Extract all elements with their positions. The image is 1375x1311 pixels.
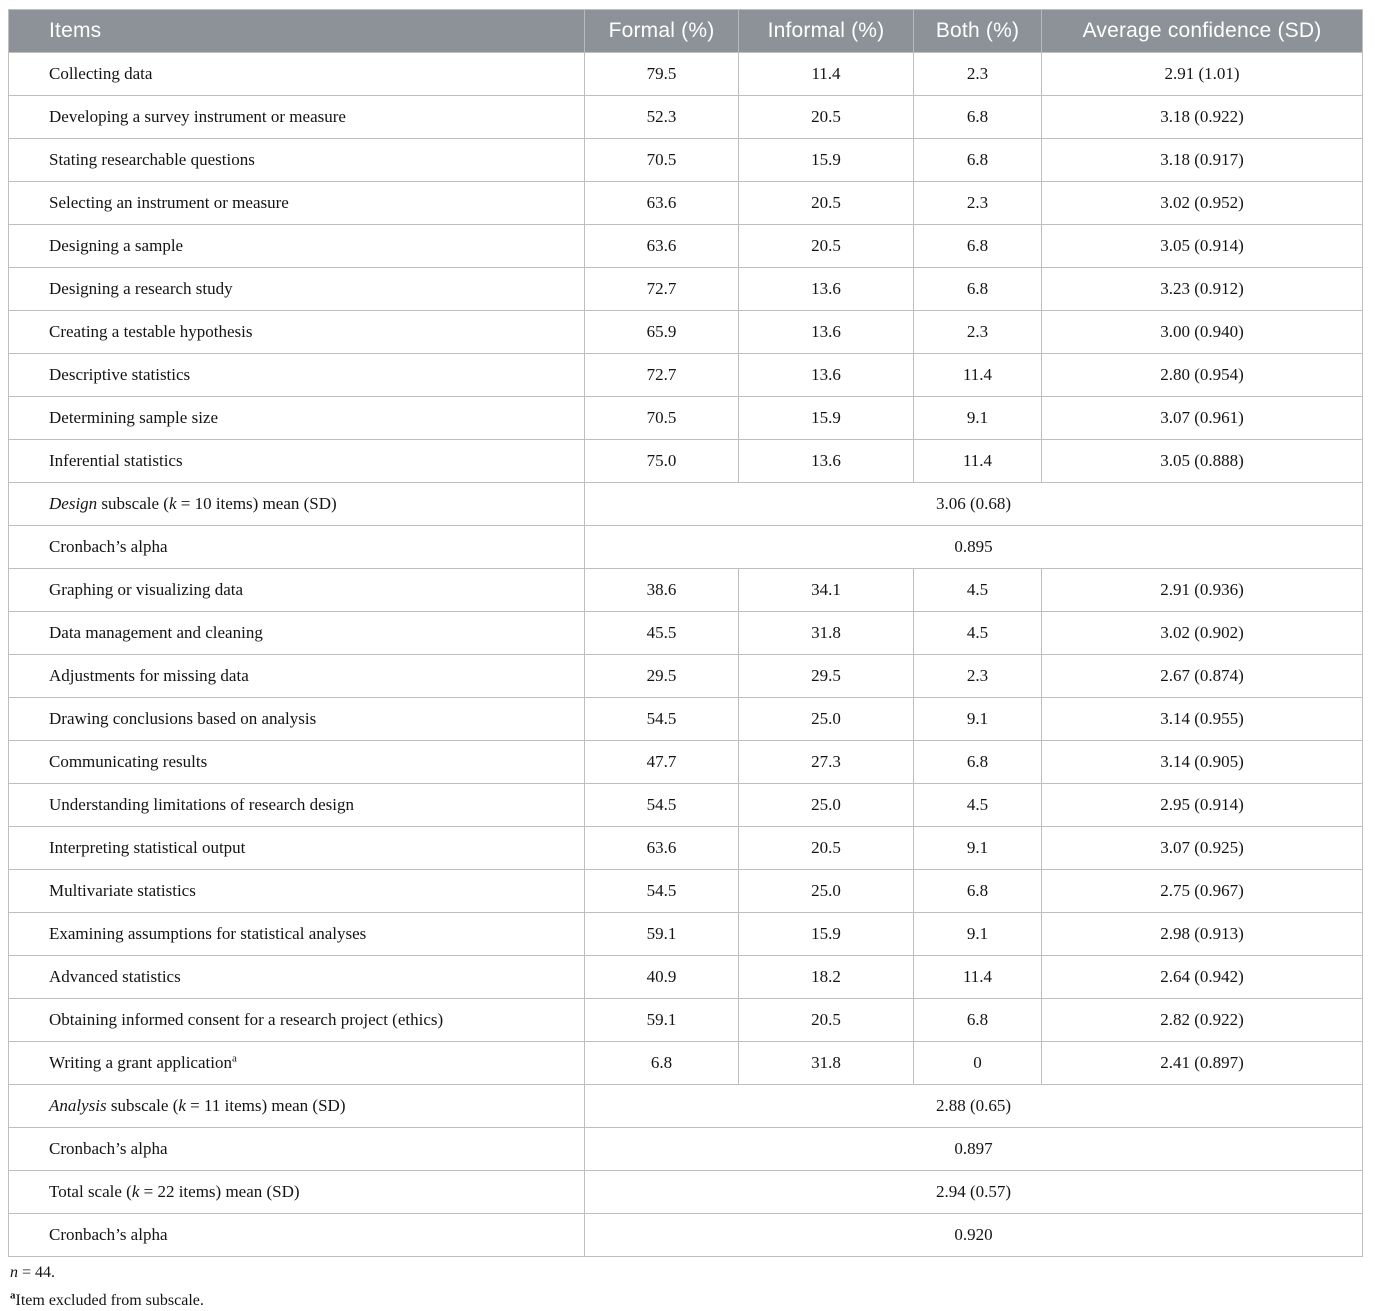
both-cell: 0 (914, 1042, 1042, 1085)
informal-cell: 15.9 (739, 913, 914, 956)
formal-cell: 54.5 (585, 870, 739, 913)
item-cell: Data management and cleaning (9, 612, 585, 655)
table-row (9, 1085, 1363, 1128)
item-cell: Understanding limitations of research design (9, 784, 585, 827)
both-cell: 11.4 (914, 440, 1042, 483)
table-row (9, 53, 1363, 96)
informal-cell: 34.1 (739, 569, 914, 612)
informal-cell: 13.6 (739, 268, 914, 311)
informal-cell: 13.6 (739, 311, 914, 354)
column-header-informal: Informal (%) (739, 10, 914, 53)
item-cell: Creating a testable hypothesis (9, 311, 585, 354)
item-cell: Stating researchable questions (9, 139, 585, 182)
item-cell: Inferential statistics (9, 440, 585, 483)
item-cell: Collecting data (9, 53, 585, 96)
item-cell: Design subscale (k = 10 items) mean (SD) (9, 483, 585, 526)
item-cell: Designing a research study (9, 268, 585, 311)
table-row (9, 1214, 1363, 1257)
table-row (9, 397, 1363, 440)
informal-cell: 11.4 (739, 53, 914, 96)
both-cell: 11.4 (914, 956, 1042, 999)
formal-cell: 38.6 (585, 569, 739, 612)
item-cell: Cronbach’s alpha (9, 1214, 585, 1257)
merged-value-cell: 2.88 (0.65) (585, 1085, 1363, 1128)
confidence-cell: 3.02 (0.902) (1042, 612, 1363, 655)
formal-cell: 72.7 (585, 354, 739, 397)
item-cell: Writing a grant application$^a$ (9, 1042, 585, 1085)
confidence-cell: 2.67 (0.874) (1042, 655, 1363, 698)
header-row (9, 10, 1363, 53)
both-cell: 4.5 (914, 612, 1042, 655)
table-row (9, 784, 1363, 827)
confidence-cell: 2.64 (0.942) (1042, 956, 1363, 999)
confidence-cell: 2.91 (0.936) (1042, 569, 1363, 612)
formal-cell: 72.7 (585, 268, 739, 311)
item-cell: Descriptive statistics (9, 354, 585, 397)
confidence-cell: 3.00 (0.940) (1042, 311, 1363, 354)
item-cell: Adjustments for missing data (9, 655, 585, 698)
informal-cell: 20.5 (739, 225, 914, 268)
footnotes (8, 1262, 1375, 1311)
both-cell: 4.5 (914, 569, 1042, 612)
formal-cell: 29.5 (585, 655, 739, 698)
table-row (9, 139, 1363, 182)
table-row (9, 526, 1363, 569)
confidence-cell: 3.23 (0.912) (1042, 268, 1363, 311)
table-row (9, 999, 1363, 1042)
confidence-cell: 3.05 (0.888) (1042, 440, 1363, 483)
table-row (9, 698, 1363, 741)
table-row (9, 483, 1363, 526)
table-row (9, 741, 1363, 784)
both-cell: 9.1 (914, 397, 1042, 440)
item-cell: Analysis subscale (k = 11 items) mean (SD) (9, 1085, 585, 1128)
informal-cell: 25.0 (739, 784, 914, 827)
formal-cell: 54.5 (585, 784, 739, 827)
table-row (9, 913, 1363, 956)
formal-cell: 70.5 (585, 139, 739, 182)
formal-cell: 6.8 (585, 1042, 739, 1085)
table-row (9, 827, 1363, 870)
both-cell: 6.8 (914, 96, 1042, 139)
informal-cell: 25.0 (739, 698, 914, 741)
confidence-cell: 3.18 (0.922) (1042, 96, 1363, 139)
both-cell: 6.8 (914, 870, 1042, 913)
confidence-cell: 3.14 (0.905) (1042, 741, 1363, 784)
formal-cell: 63.6 (585, 225, 739, 268)
informal-cell: 13.6 (739, 354, 914, 397)
both-cell: 2.3 (914, 182, 1042, 225)
confidence-cell: 3.02 (0.952) (1042, 182, 1363, 225)
item-cell: Advanced statistics (9, 956, 585, 999)
both-cell: 9.1 (914, 913, 1042, 956)
confidence-cell: 2.91 (1.01) (1042, 53, 1363, 96)
footnote-exclusion: $^a$Item excluded from subscale. (10, 1289, 204, 1309)
column-header-both: Both (%) (914, 10, 1042, 53)
item-cell: Communicating results (9, 741, 585, 784)
item-cell: Obtaining informed consent for a research project (ethics) (9, 999, 585, 1042)
item-cell: Examining assumptions for statistical analyses (9, 913, 585, 956)
formal-cell: 79.5 (585, 53, 739, 96)
table-row (9, 225, 1363, 268)
merged-value-cell: 0.920 (585, 1214, 1363, 1257)
table-row (9, 182, 1363, 225)
merged-value-cell: 3.06 (0.68) (585, 483, 1363, 526)
informal-cell: 18.2 (739, 956, 914, 999)
both-cell: 6.8 (914, 741, 1042, 784)
formal-cell: 65.9 (585, 311, 739, 354)
confidence-cell: 2.80 (0.954) (1042, 354, 1363, 397)
merged-value-cell: 0.895 (585, 526, 1363, 569)
formal-cell: 40.9 (585, 956, 739, 999)
informal-cell: 20.5 (739, 827, 914, 870)
item-cell: Multivariate statistics (9, 870, 585, 913)
both-cell: 6.8 (914, 139, 1042, 182)
item-cell: Designing a sample (9, 225, 585, 268)
formal-cell: 63.6 (585, 182, 739, 225)
informal-cell: 20.5 (739, 182, 914, 225)
both-cell: 9.1 (914, 827, 1042, 870)
item-cell: Graphing or visualizing data (9, 569, 585, 612)
both-cell: 2.3 (914, 311, 1042, 354)
confidence-cell: 2.82 (0.922) (1042, 999, 1363, 1042)
table-row (9, 440, 1363, 483)
informal-cell: 13.6 (739, 440, 914, 483)
confidence-cell: 2.41 (0.897) (1042, 1042, 1363, 1085)
informal-cell: 20.5 (739, 96, 914, 139)
both-cell: 2.3 (914, 655, 1042, 698)
informal-cell: 25.0 (739, 870, 914, 913)
item-cell: Cronbach’s alpha (9, 526, 585, 569)
formal-cell: 54.5 (585, 698, 739, 741)
item-cell: Total scale (k = 22 items) mean (SD) (9, 1171, 585, 1214)
item-cell: Interpreting statistical output (9, 827, 585, 870)
informal-cell: 31.8 (739, 612, 914, 655)
column-header-formal: Formal (%) (585, 10, 739, 53)
both-cell: 2.3 (914, 53, 1042, 96)
informal-cell: 15.9 (739, 397, 914, 440)
item-cell: Selecting an instrument or measure (9, 182, 585, 225)
column-header-average-confidence-sd: Average confidence (SD) (1042, 10, 1363, 53)
table-row (9, 268, 1363, 311)
both-cell: 11.4 (914, 354, 1042, 397)
informal-cell: 31.8 (739, 1042, 914, 1085)
item-cell: Drawing conclusions based on analysis (9, 698, 585, 741)
informal-cell: 29.5 (739, 655, 914, 698)
both-cell: 9.1 (914, 698, 1042, 741)
formal-cell: 47.7 (585, 741, 739, 784)
both-cell: 6.8 (914, 225, 1042, 268)
table-row (9, 956, 1363, 999)
confidence-cell: 3.05 (0.914) (1042, 225, 1363, 268)
formal-cell: 59.1 (585, 913, 739, 956)
item-cell: Developing a survey instrument or measure (9, 96, 585, 139)
item-cell: Determining sample size (9, 397, 585, 440)
column-header-items: Items (9, 10, 585, 53)
item-cell: Cronbach’s alpha (9, 1128, 585, 1171)
formal-cell: 75.0 (585, 440, 739, 483)
table-row (9, 1128, 1363, 1171)
table-row (9, 354, 1363, 397)
confidence-cell: 2.95 (0.914) (1042, 784, 1363, 827)
confidence-cell: 3.18 (0.917) (1042, 139, 1363, 182)
both-cell: 6.8 (914, 999, 1042, 1042)
table-row (9, 612, 1363, 655)
confidence-table (8, 9, 1363, 1257)
table-row (9, 1171, 1363, 1214)
both-cell: 6.8 (914, 268, 1042, 311)
table-body (9, 53, 1363, 1257)
both-cell: 4.5 (914, 784, 1042, 827)
confidence-cell: 2.75 (0.967) (1042, 870, 1363, 913)
confidence-cell: 2.98 (0.913) (1042, 913, 1363, 956)
confidence-cell: 3.07 (0.961) (1042, 397, 1363, 440)
formal-cell: 52.3 (585, 96, 739, 139)
merged-value-cell: 2.94 (0.57) (585, 1171, 1363, 1214)
table-row (9, 1042, 1363, 1085)
table-row (9, 311, 1363, 354)
table-row (9, 655, 1363, 698)
informal-cell: 27.3 (739, 741, 914, 784)
table-row (9, 96, 1363, 139)
informal-cell: 15.9 (739, 139, 914, 182)
formal-cell: 70.5 (585, 397, 739, 440)
footnote-sample-size: n = 44. (10, 1264, 56, 1281)
table-row (9, 870, 1363, 913)
formal-cell: 59.1 (585, 999, 739, 1042)
formal-cell: 63.6 (585, 827, 739, 870)
table-row (9, 569, 1363, 612)
merged-value-cell: 0.897 (585, 1128, 1363, 1171)
informal-cell: 20.5 (739, 999, 914, 1042)
confidence-cell: 3.07 (0.925) (1042, 827, 1363, 870)
formal-cell: 45.5 (585, 612, 739, 655)
confidence-cell: 3.14 (0.955) (1042, 698, 1363, 741)
